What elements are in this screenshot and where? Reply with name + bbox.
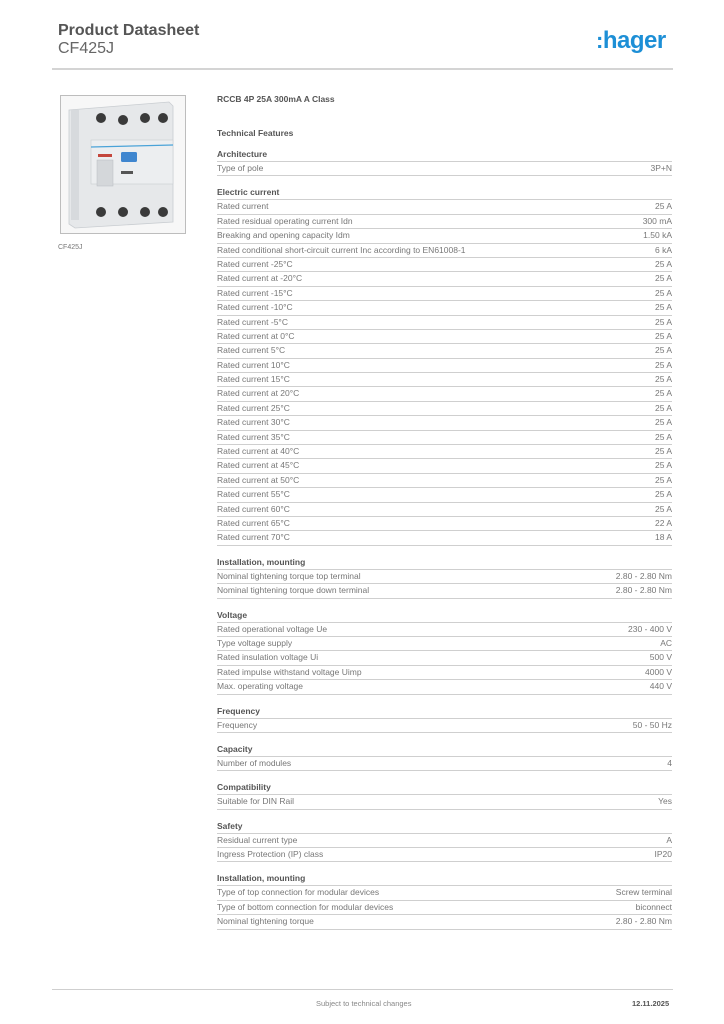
spec-label: Nominal tightening torque <box>217 916 314 927</box>
spec-row <box>217 416 672 430</box>
spec-value: IP20 <box>654 849 672 860</box>
spec-label: Max. operating voltage <box>217 681 303 692</box>
spec-label: Rated current 35°C <box>217 431 290 442</box>
spec-row <box>217 344 672 358</box>
spec-value: 25 A <box>654 316 672 327</box>
spec-label: Suitable for DIN Rail <box>217 796 295 807</box>
section-title: Safety <box>217 820 672 834</box>
spec-label: Rated current 65°C <box>217 517 290 528</box>
spec-row <box>217 834 672 848</box>
spec-row <box>217 517 672 531</box>
spec-label: Rated current 25°C <box>217 402 290 413</box>
spec-value: 25 A <box>654 330 672 341</box>
spec-label: Number of modules <box>217 757 292 768</box>
spec-label: Rated insulation voltage Ui <box>217 652 319 663</box>
spec-row <box>217 316 672 330</box>
header-divider <box>52 68 673 70</box>
spec-section <box>217 743 672 771</box>
spec-value: 4 <box>667 757 672 768</box>
spec-value: 25 A <box>654 446 672 457</box>
spec-label: Rated current -15°C <box>217 287 293 298</box>
spec-section <box>217 872 672 929</box>
document-title: Product Datasheet <box>58 22 200 39</box>
spec-section <box>217 781 672 809</box>
spec-value: 500 V <box>649 652 672 663</box>
product-code: CF425J <box>58 40 115 57</box>
spec-row <box>217 474 672 488</box>
spec-value: Screw terminal <box>615 887 672 898</box>
spec-value: 25 A <box>654 460 672 471</box>
spec-value: 50 - 50 Hz <box>632 719 672 730</box>
spec-row <box>217 848 672 862</box>
spec-value: 2.80 - 2.80 Nm <box>615 916 672 927</box>
spec-label: Rated current 70°C <box>217 532 290 543</box>
section-title: Architecture <box>217 148 672 162</box>
page-header <box>58 22 199 58</box>
spec-label: Rated current at 45°C <box>217 460 300 471</box>
spec-value: 6 kA <box>654 244 672 255</box>
spec-label: Rated current -25°C <box>217 258 293 269</box>
spec-label: Rated impulse withstand voltage Uimp <box>217 666 362 677</box>
spec-value: 25 A <box>654 287 672 298</box>
spec-label: Rated current 5°C <box>217 345 286 356</box>
spec-label: Ingress Protection (IP) class <box>217 849 324 860</box>
spec-section <box>217 820 672 863</box>
spec-label: Type of bottom connection for modular devices <box>217 901 394 912</box>
hager-logo <box>596 27 666 55</box>
spec-section <box>217 556 672 599</box>
spec-value: 25 A <box>654 302 672 313</box>
spec-row <box>217 886 672 900</box>
spec-value: 25 A <box>654 474 672 485</box>
spec-value: AC <box>660 637 672 648</box>
spec-row <box>217 680 672 694</box>
spec-label: Type of pole <box>217 163 264 173</box>
spec-label: Rated conditional short-circuit current Inc according to EN61008-1 <box>217 244 466 255</box>
spec-label: Rated current -5°C <box>217 316 288 327</box>
section-title: Installation, mounting <box>217 556 672 570</box>
spec-row <box>217 795 672 809</box>
spec-value: 300 mA <box>642 215 672 226</box>
spec-row <box>217 200 672 214</box>
spec-value: A <box>666 834 672 845</box>
spec-value: 25 A <box>654 489 672 500</box>
spec-value: 25 A <box>654 402 672 413</box>
spec-value: 2.80 - 2.80 Nm <box>615 585 672 596</box>
spec-row <box>217 757 672 771</box>
footer-note: Subject to technical changes <box>316 999 412 1008</box>
spec-row <box>217 915 672 929</box>
spec-row <box>217 570 672 584</box>
spec-label: Rated current 10°C <box>217 359 290 370</box>
spec-row <box>217 719 672 733</box>
spec-row <box>217 244 672 258</box>
spec-label: Type voltage supply <box>217 637 293 648</box>
spec-row <box>217 359 672 373</box>
spec-value: 18 A <box>654 532 672 543</box>
spec-label: Rated current at 20°C <box>217 388 300 399</box>
spec-row <box>217 431 672 445</box>
spec-row <box>217 503 672 517</box>
spec-label: Rated current at -20°C <box>217 273 303 284</box>
spec-section <box>217 609 672 695</box>
section-title: Compatibility <box>217 781 672 795</box>
spec-label: Nominal tightening torque down terminal <box>217 585 370 596</box>
spec-row <box>217 445 672 459</box>
spec-section <box>217 705 672 733</box>
spec-row <box>217 373 672 387</box>
spec-label: Rated operational voltage Ue <box>217 623 328 634</box>
image-caption: CF425J <box>58 244 83 251</box>
product-name: RCCB 4P 25A 300mA A Class <box>217 94 335 104</box>
spec-value: 1.50 kA <box>643 230 672 241</box>
spec-value: 25 A <box>654 359 672 370</box>
section-title: Voltage <box>217 609 672 623</box>
spec-value: Yes <box>658 796 672 807</box>
spec-label: Rated current 15°C <box>217 374 290 385</box>
spec-label: Frequency <box>217 719 258 730</box>
spec-row <box>217 637 672 651</box>
spec-row <box>217 215 672 229</box>
spec-value: 25 A <box>654 417 672 428</box>
spec-row <box>217 287 672 301</box>
spec-label: Rated current 30°C <box>217 417 290 428</box>
spec-area <box>217 92 672 940</box>
spec-label: Rated current at 50°C <box>217 474 300 485</box>
spec-label: Rated current at 40°C <box>217 446 300 457</box>
spec-value: 25 A <box>654 258 672 269</box>
spec-label: Nominal tightening torque top terminal <box>217 570 361 581</box>
spec-row <box>217 162 672 176</box>
spec-value: 25 A <box>654 374 672 385</box>
spec-value: 22 A <box>654 517 672 528</box>
spec-value: 25 A <box>654 388 672 399</box>
spec-label: Rated current at 0°C <box>217 330 295 341</box>
section-title: Electric current <box>217 186 672 200</box>
spec-row <box>217 258 672 272</box>
section-title: Capacity <box>217 743 672 757</box>
technical-features-heading: Technical Features <box>217 128 294 138</box>
logo-text: hager <box>602 27 666 54</box>
spec-row <box>217 666 672 680</box>
spec-value: 440 V <box>649 681 672 692</box>
spec-row <box>217 229 672 243</box>
footer-divider <box>52 989 673 990</box>
spec-sections <box>217 148 672 930</box>
spec-label: Breaking and opening capacity Idm <box>217 230 350 241</box>
section-title: Frequency <box>217 705 672 719</box>
spec-label: Type of top connection for modular devices <box>217 887 380 898</box>
spec-value: 25 A <box>654 273 672 284</box>
spec-label: Rated current -10°C <box>217 302 293 313</box>
spec-value: 230 - 400 V <box>628 623 672 634</box>
spec-value: 25 A <box>654 503 672 514</box>
spec-row <box>217 901 672 915</box>
spec-label: Rated residual operating current Idn <box>217 215 353 226</box>
footer-date: 12.11.2025 <box>632 999 670 1008</box>
spec-row <box>217 459 672 473</box>
spec-value: 2.80 - 2.80 Nm <box>615 570 672 581</box>
spec-section <box>217 186 672 545</box>
spec-row <box>217 584 672 598</box>
spec-row <box>217 623 672 637</box>
spec-row <box>217 272 672 286</box>
spec-row <box>217 301 672 315</box>
spec-row <box>217 387 672 401</box>
spec-label: Rated current <box>217 201 269 212</box>
product-image <box>60 95 186 234</box>
spec-section <box>217 148 672 176</box>
spec-label: Residual current type <box>217 834 298 845</box>
spec-value: 25 A <box>654 431 672 442</box>
spec-value: 25 A <box>654 345 672 356</box>
spec-value: 3P+N <box>650 163 672 173</box>
spec-row <box>217 402 672 416</box>
spec-value: 4000 V <box>645 666 672 677</box>
spec-value: 25 A <box>654 201 672 212</box>
spec-row <box>217 651 672 665</box>
section-title: Installation, mounting <box>217 872 672 886</box>
rccb-device-icon <box>61 96 185 233</box>
spec-value: biconnect <box>635 901 672 912</box>
spec-row <box>217 531 672 545</box>
spec-row <box>217 330 672 344</box>
logo-colon-mark: : <box>596 28 603 53</box>
spec-label: Rated current 55°C <box>217 489 290 500</box>
spec-label: Rated current 60°C <box>217 503 290 514</box>
spec-row <box>217 488 672 502</box>
